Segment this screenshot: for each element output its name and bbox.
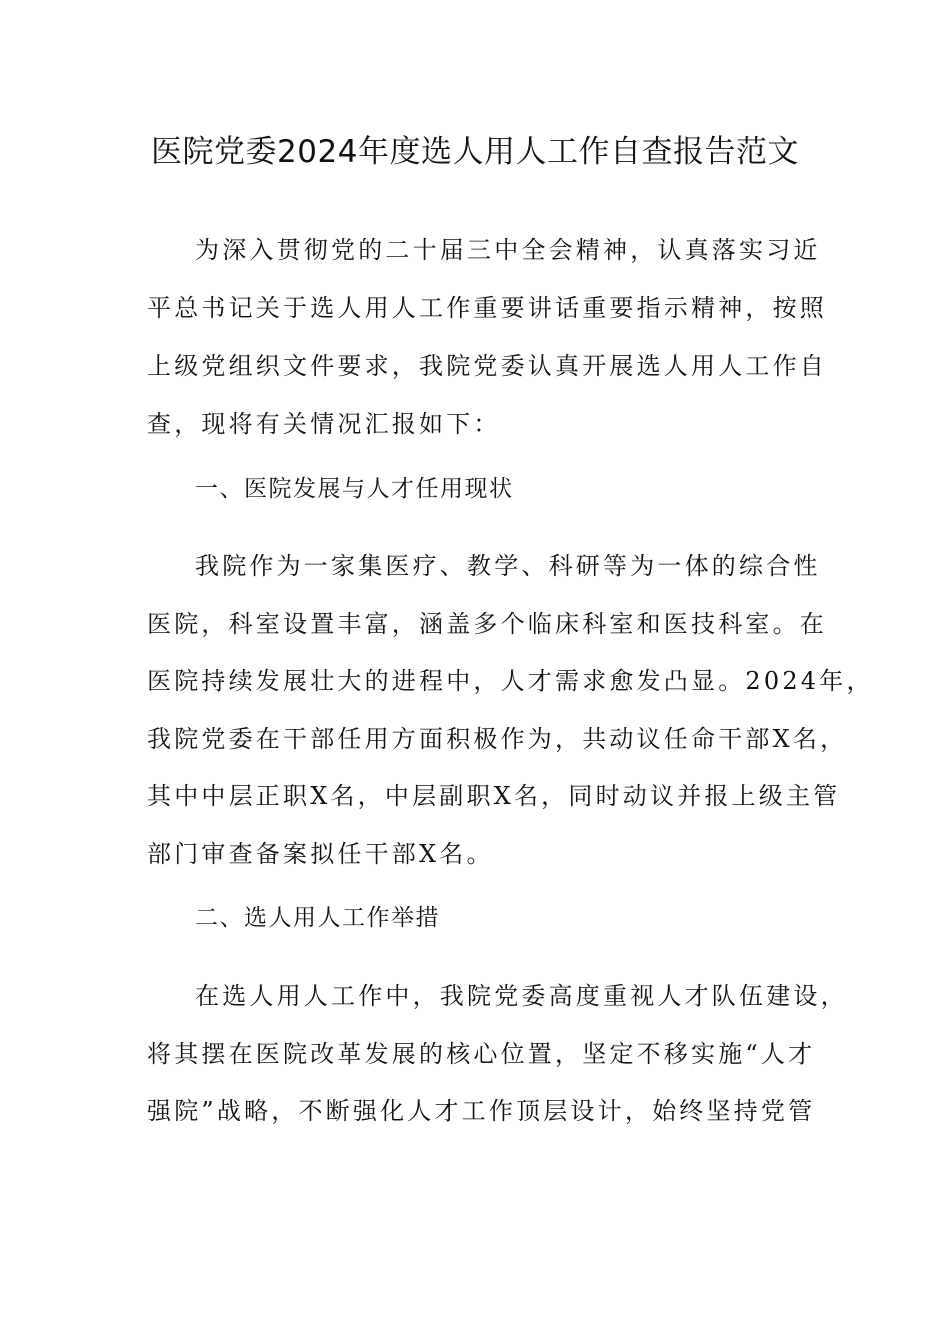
- paragraph-2-line-5: 其中中层正职X名，中层副职X名，同时动议并报上级主管: [147, 782, 841, 810]
- paragraph-2-line-2: 医院，科室设置丰富，涵盖多个临床科室和医技科室。在: [147, 610, 827, 638]
- section-heading-1: 一、医院发展与人才任用现状: [195, 476, 514, 502]
- document-title: 医院党委2024年度选人用人工作自查报告范文: [151, 134, 799, 170]
- paragraph-3-line-2: 将其摆在医院改革发展的核心位置，坚定不移实施“人才: [147, 1040, 816, 1068]
- paragraph-2-line-4: 我院党委在干部任用方面积极作为，共动议任命干部X名，: [147, 725, 848, 753]
- paragraph-2-line-1: 我院作为一家集医疗、教学、科研等为一体的综合性: [195, 552, 821, 580]
- paragraph-1-line-3: 上级党组织文件要求，我院党委认真开展选人用人工作自: [147, 352, 827, 380]
- paragraph-1-line-1: 为深入贯彻党的二十届三中全会精神，认真落实习近: [195, 236, 821, 264]
- paragraph-1-line-2: 平总书记关于选人用人工作重要讲话重要指示精神，按照: [147, 294, 827, 322]
- paragraph-2-line-3: 医院持续发展壮大的进程中，人才需求愈发凸显。2024年，: [147, 667, 874, 695]
- paragraph-3-line-3: 强院”战略，不断强化人才工作顶层设计，始终坚持党管: [147, 1097, 816, 1125]
- paragraph-1-line-4: 查，现将有关情况汇报如下：: [147, 410, 501, 438]
- section-heading-2: 二、选人用人工作举措: [195, 905, 440, 931]
- paragraph-2-line-6: 部门审查备案拟任干部X名。: [147, 840, 494, 868]
- paragraph-3-line-1: 在选人用人工作中，我院党委高度重视人才队伍建设，: [195, 982, 848, 1010]
